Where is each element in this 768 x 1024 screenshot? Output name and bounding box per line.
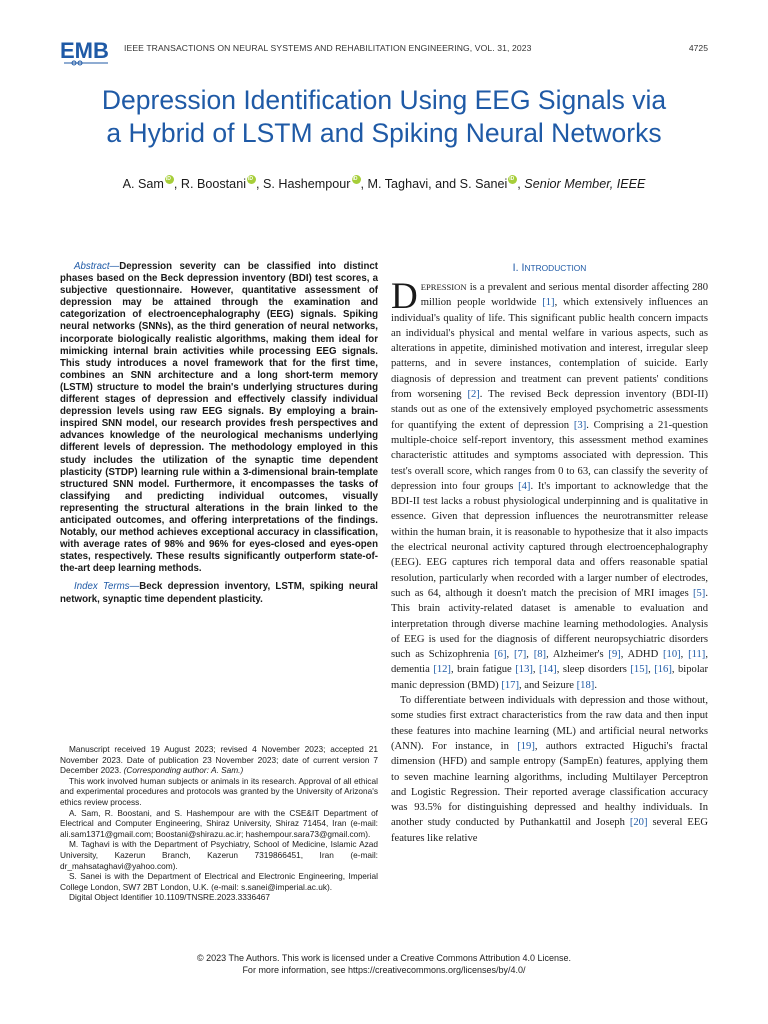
abstract-label: Abstract— xyxy=(74,261,120,272)
abstract-block xyxy=(60,261,378,606)
citation-link[interactable]: [8] xyxy=(533,649,547,661)
citation-link[interactable]: [5] xyxy=(692,587,706,599)
paper-title xyxy=(40,84,728,150)
body-text: is a prevalent and serious mental disorder affecting 280 million people worldwide xyxy=(420,282,708,309)
orcid-icon[interactable] xyxy=(165,175,174,184)
citation-link[interactable]: [6] xyxy=(494,649,507,661)
author-membership: Senior Member, IEEE xyxy=(524,177,646,191)
drop-cap-rest: EPRESSION xyxy=(420,282,467,292)
index-terms-label: Index Terms— xyxy=(74,581,140,593)
body-text: . xyxy=(594,679,597,691)
citation-link[interactable]: [19] xyxy=(517,740,535,752)
body-text: , xyxy=(506,649,514,661)
body-text: , and Seizure xyxy=(519,679,577,691)
body-text: , which extensively influences an individual's quality of life. This significant public health concern impacts an individual's physical and mental welfare in various aspects, such as alterations in appetite, diminished motivation and interest, irregular sleep patterns, and in severe instances, contemplation of suicide. Early diagnosis of depression and treatment can prevent patients' conditions from worsening xyxy=(391,297,708,401)
footnote-ethics: This work involved human subjects or animals in its research. Approval of all ethical and experimental procedures and protocols was granted by the University of Arizona's ethics review process. xyxy=(60,775,378,807)
drop-cap: D xyxy=(391,276,418,317)
citation-link[interactable]: [9] xyxy=(608,649,621,661)
citation-link[interactable]: [17] xyxy=(501,679,519,691)
license-line: © 2023 The Authors. This work is licensed under a Creative Commons Attribution 4.0 License. xyxy=(197,953,571,963)
footnote-affiliation: A. Sam, R. Boostani, and S. Hashempour are with the CSE&IT Department of Electrical and Computer Engineering, Shiraz University, Shiraz 71454, Iran (e-mail: ali.sam1371@gmail.com; Boostani@shirazu.ac.ir; hashempour.sara73@gmail.com). xyxy=(60,807,378,839)
author-separator: , xyxy=(517,177,525,191)
citation-link[interactable]: [3] xyxy=(573,419,587,431)
license-link[interactable]: For more information, see https://creativecommons.org/licenses/by/4.0/ xyxy=(242,965,526,975)
citation-link[interactable]: [10] xyxy=(663,649,681,661)
body-text: , xyxy=(532,664,540,676)
body-text: , xyxy=(680,649,689,661)
title-line-2: a Hybrid of LSTM and Spiking Neural Networks xyxy=(106,118,662,148)
body-text: , brain fatigue xyxy=(450,664,516,676)
citation-link[interactable]: [2] xyxy=(467,389,480,401)
citation-link[interactable]: [7] xyxy=(513,649,527,661)
citation-link[interactable]: [12] xyxy=(433,664,451,676)
page-number: 4725 xyxy=(688,43,708,53)
author-name: , S. Hashempour xyxy=(256,177,351,191)
footnote-received: Manuscript received 19 August 2023; revised 4 November 2023; accepted 21 November 2023. Date of publication 23 November 2023; date of current version 7 December 2023. (Corresponding author: A. Sam.) xyxy=(60,744,378,776)
citation-link[interactable]: [16] xyxy=(654,664,672,676)
citation-link[interactable]: [15] xyxy=(630,664,649,676)
orcid-icon[interactable] xyxy=(247,175,256,184)
body-text: . The revised Beck depression inventory (BDI-II) stands out as one of the extensively employed psychometric assessments for quantifying the extent of depression xyxy=(391,389,708,431)
citation-link[interactable]: [20] xyxy=(629,817,648,829)
footnote-affiliation: S. Sanei is with the Department of Electrical and Electronic Engineering, Imperial College London, SW7 2BT London, U.K. (e-mail: s.sanei@imperial.ac.uk). xyxy=(60,871,378,892)
introduction-column xyxy=(391,261,708,846)
emb-logo xyxy=(60,36,114,68)
body-text: , ADHD xyxy=(620,649,663,661)
svg-text:EMB: EMB xyxy=(60,38,109,63)
license-footer xyxy=(40,952,728,976)
body-text: several EEG features like relative xyxy=(391,817,708,844)
journal-name: IEEE TRANSACTIONS ON NEURAL SYSTEMS AND REHABILITATION ENGINEERING, VOL. 31, 2023 xyxy=(124,43,532,53)
body-text: , Alzheimer's xyxy=(546,649,609,661)
section-heading: I. INTRODUCTION xyxy=(512,262,587,274)
body-text: To differentiate between individuals with depression and those without, some studies first extract characteristics from the raw data and then input these features into machine learning (ML) and artificial neural networks (ANN). For instance, in xyxy=(391,695,708,752)
orcid-icon[interactable] xyxy=(508,175,517,184)
intro-paragraph xyxy=(391,276,709,693)
body-text: , sleep disorders xyxy=(556,664,631,676)
body-text: . Comprising a 21-question multiple-choice self-report inventory, this assessment method examines characteristic attitudes and symptoms associated with depression. This test's overall score, which ranges from 0 to 63, can classify the severity of depression into four groups xyxy=(391,419,708,492)
orcid-icon[interactable] xyxy=(352,175,361,184)
body-text: , bipolar manic depression (BMD) xyxy=(391,664,708,691)
citation-link[interactable]: [11] xyxy=(688,649,706,661)
author-name: , M. Taghavi, and S. Sanei xyxy=(360,177,508,191)
author-name: A. Sam xyxy=(122,177,164,191)
citation-link[interactable]: [14] xyxy=(539,664,557,676)
title-line-1: Depression Identification Using EEG Signals via xyxy=(101,85,667,115)
footnotes xyxy=(60,744,378,903)
body-text: , authors extracted Higuchi's fractal dimension (HFD) and sample entropy (SampEn) features, applying them to seven machine learning algorithms, including Multilayer Perceptron and Logistic Regression. Their reported average classification accuracy was 93.5% for distinguishing depressed and healthy individuals. In another study conducted by Puthankattil and Joseph xyxy=(391,740,708,829)
body-text: , xyxy=(648,664,655,676)
page-header xyxy=(60,36,708,70)
citation-link[interactable]: [1] xyxy=(542,297,555,309)
footnote-doi: Digital Object Identifier 10.1109/TNSRE.2023.3336467 xyxy=(69,892,270,903)
body-text: . This brain activity-related dataset is amenable to evaluation and interpretation through diverse machine learning methodologies. Analysis of EEG is used for the diagnosis of different neuropsychiatric disorders such as Schizophrenia xyxy=(391,587,708,661)
index-terms-text: Beck depression inventory, LSTM, spiking neural network, synaptic time dependent plasticity. xyxy=(60,581,378,605)
body-text: , dementia xyxy=(391,649,708,676)
body-text: , xyxy=(526,649,534,661)
index-terms xyxy=(60,581,378,605)
author-list xyxy=(40,175,728,191)
citation-link[interactable]: [18] xyxy=(576,679,595,691)
abstract-paragraph xyxy=(60,261,378,575)
author-name: , R. Boostani xyxy=(173,177,246,191)
intro-paragraph xyxy=(391,693,708,846)
citation-link[interactable]: [4] xyxy=(518,480,531,492)
abstract-text: Depression severity can be classified into distinct phases based on the Beck depression inventory (BDI) test scores, a subjective questionnaire. However, quantitative assessment of depression may be attained through the examination and categorization of electroencephalography (EEG) signals. Spiking neural networks (SNNs), as the third generation of neural networks, incorporate biologically realistic algorithms, making them ideal for mimicking internal brain activities while processing EEG signals. This study introduces a novel framework that for the first time, combines an SNN architecture and a long short-term memory (LSTM) structure to model the brain's underlying structures during different stages of depression and effectively classify individual depression levels using raw EEG signals. By employing a brain-inspired SNN model, our research provides fresh perspectives and advances knowledge of the neurological mechanisms underlying different levels of depression. The methodology employed in this study includes the utilization of the synaptic time dependent plasticity (STDP) learning rule within a 3-dimensional brain-template structured SNN model. Furthermore, it encompasses the tasks of classifying and predicting individual outcomes, visually representing the structural alterations in the brain linked to the anticipated outcomes, and offering interpretations of the findings. Notably, our method achieves exceptional accuracy in classification, with average rates of 98% and 96% for eyes-closed and eyes-open states, respectively. These results significantly outperform state-of-the-art deep learning methods. xyxy=(60,261,378,575)
footnote-affiliation: M. Taghavi is with the Department of Psychiatry, School of Medicine, Islamic Azad University, Kazerun Branch, Kazerun 7319866451, Iran (e-mail: dr_mahsataghavi@yahoo.com). xyxy=(60,839,378,871)
citation-link[interactable]: [13] xyxy=(515,664,533,676)
body-text: . It's important to acknowledge that the BDI-II test lacks a robust physiological underpinning and is qualitative in essence. Given that depression influences the neurotransmitter release within the human brain, it is reasonable to hypothesize that it also impacts the electrical neuronal activity captured through electroencephalography (EEG). EEG captures rich temporal data and offers reasonable spatial resolution, particularly when recorded with a larger number of electrodes, such as 64, although it doesn't match the precision of MRI images xyxy=(391,480,709,599)
